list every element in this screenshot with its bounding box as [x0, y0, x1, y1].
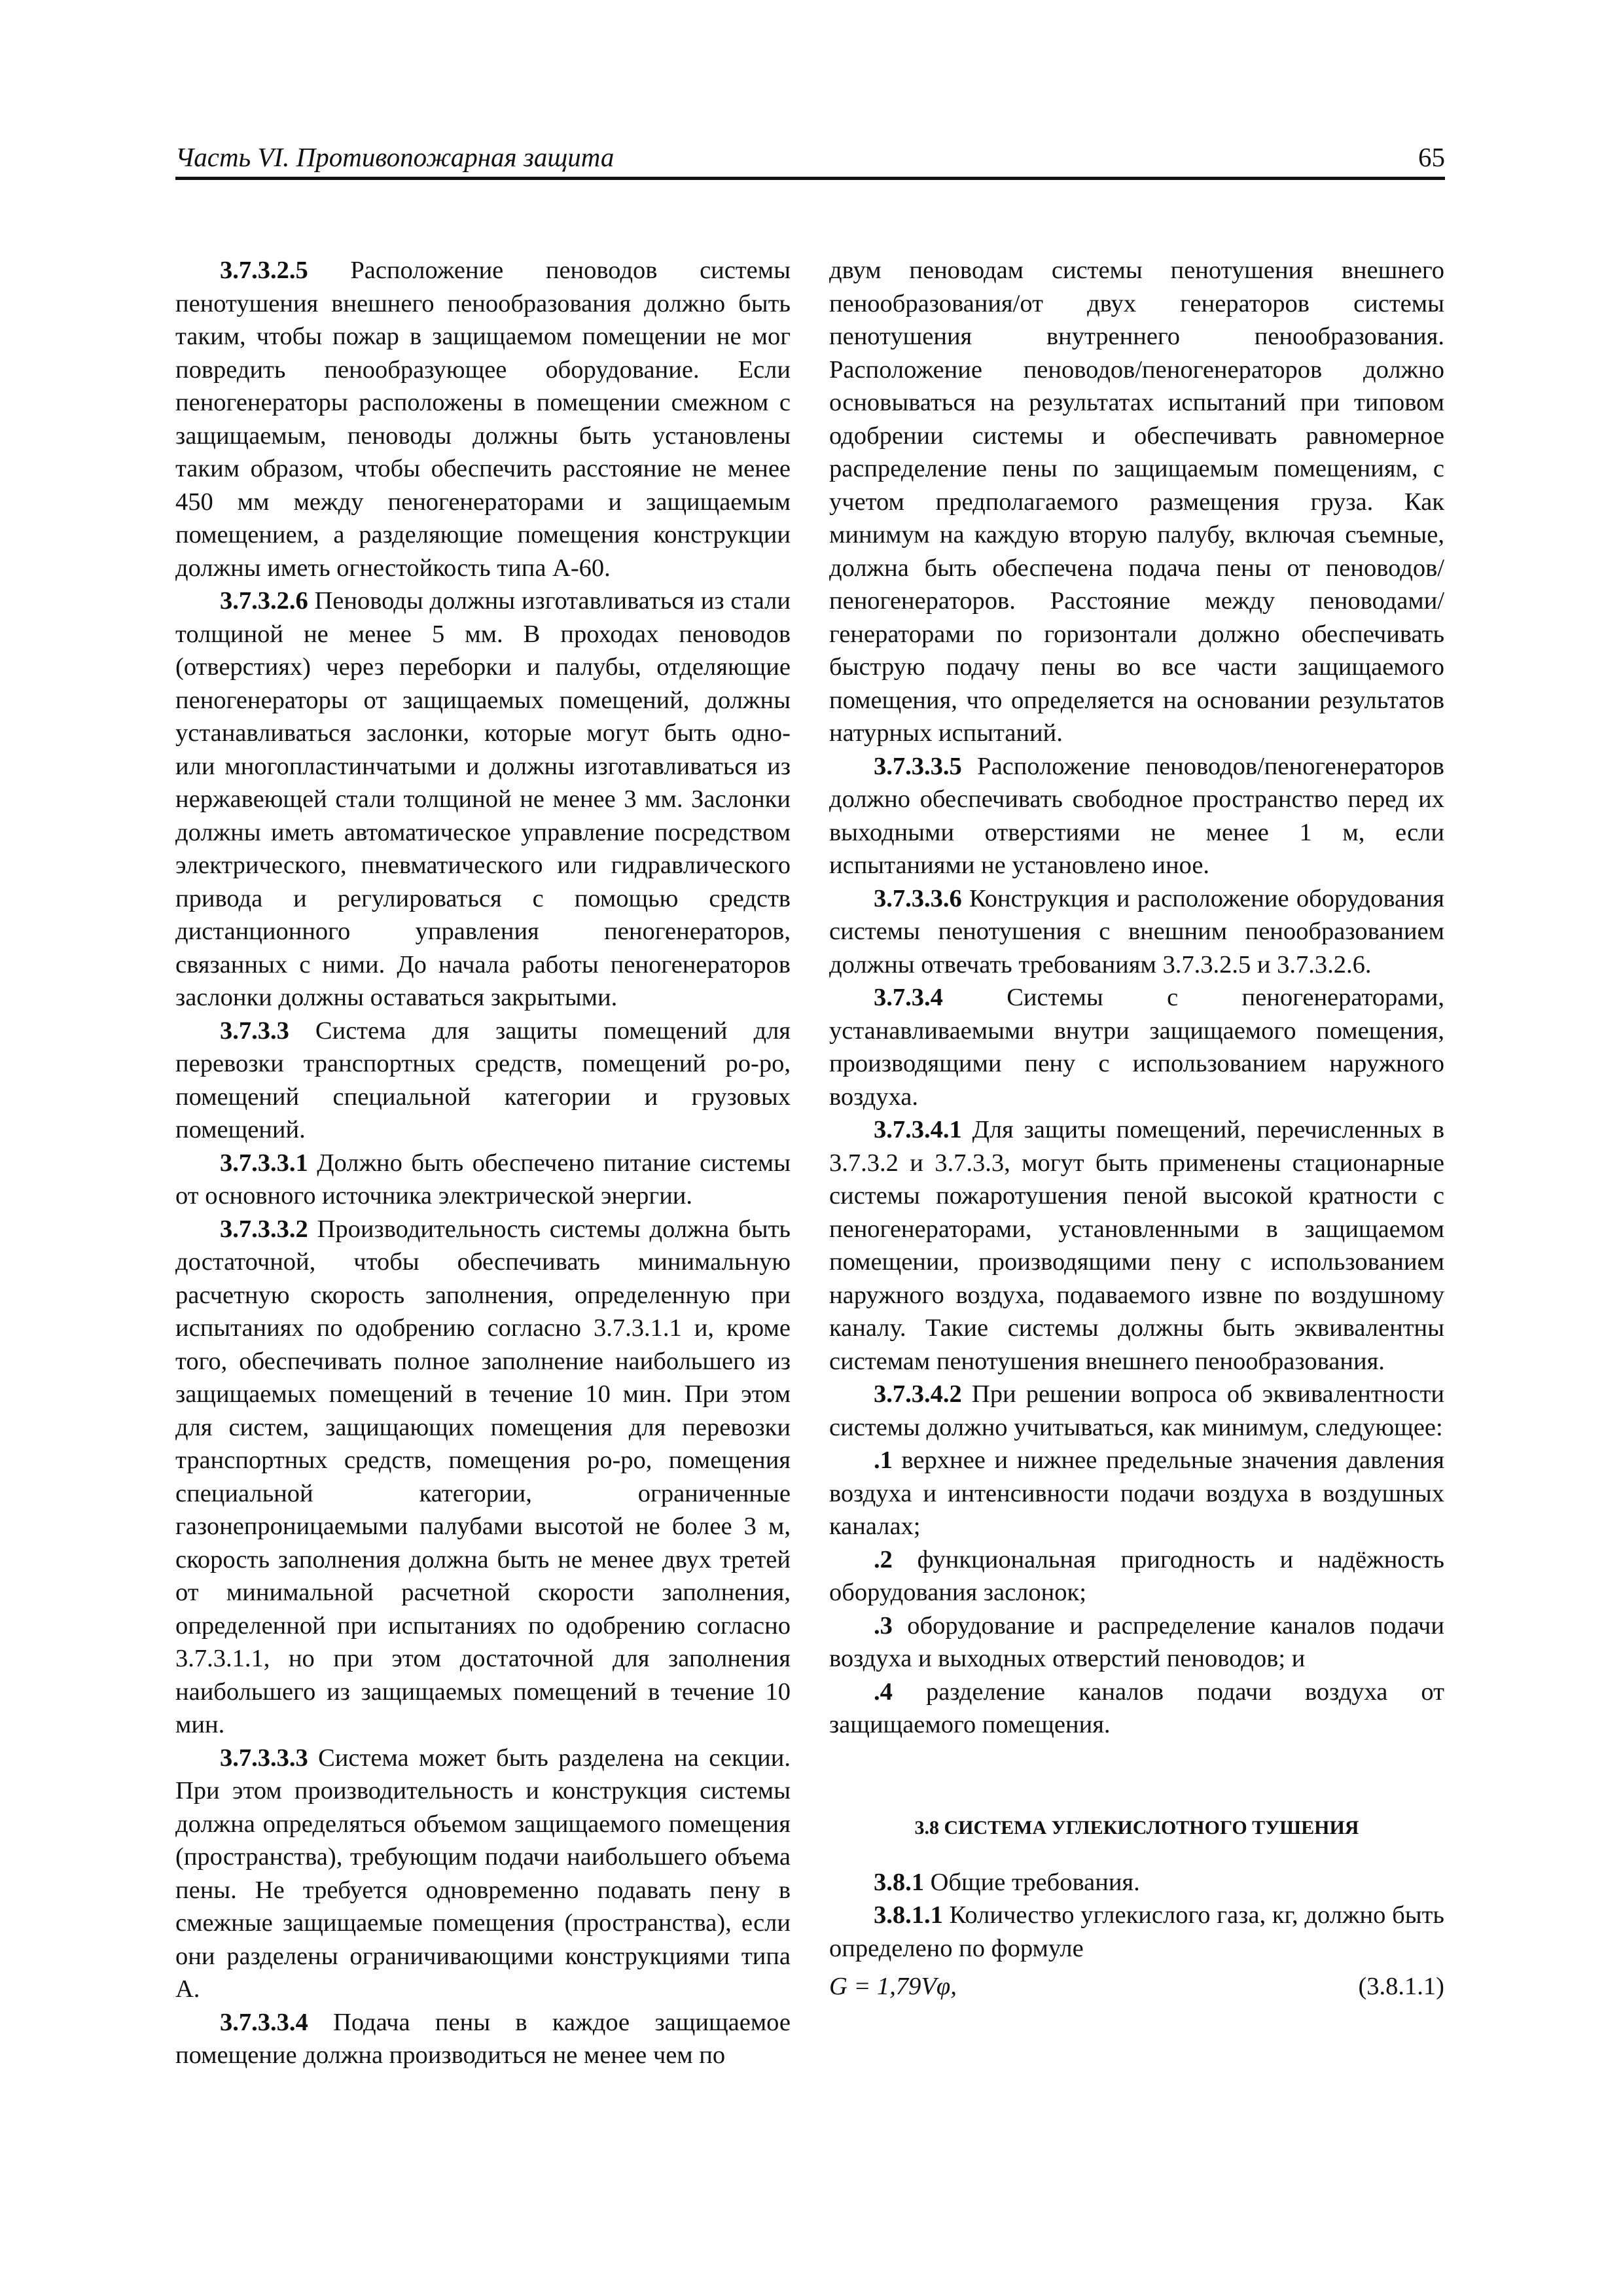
clause-number: 3.8.1 [874, 1868, 924, 1896]
paragraph-3-8-1 [829, 1866, 1444, 1899]
paragraph-3-7-3-3-1 [175, 1147, 791, 1213]
header-title: Часть VI. Противопожарная защита [175, 142, 615, 172]
list-item [829, 1543, 1444, 1609]
paragraph-text: Производительность системы должна быть достаточной, чтобы обеспечивать минимальную расчетную скорость заполнения, определенную при испытаниях по одобрению согласно 3.7.3.1.1 и, кроме того, обеспечивать полное заполнение наибольшего из защищаемых помещений в течение 10 мин. При этом для систем, защищающих помещения для перевозки транспортных средств, помещения ро-ро, помещения специальной категории, ограниченные газонепроницаемыми палубами высотой не более 3 м, скорость заполнения должна быть не менее двух третей от минимальной расчетной скорости заполнения, определенной при испытаниях по одобрению согласно 3.7.3.1.1, но при этом достаточной для заполнения наибольшего из защищаемых помещений в течение 10 мин. [175, 1215, 791, 1738]
page-number: 65 [1418, 142, 1445, 172]
paragraph-text: Общие требования. [924, 1868, 1140, 1896]
paragraph-3-7-3-3-2 [175, 1213, 791, 1742]
paragraph-text: При решении вопроса об эквивалентности системы должно учитываться, как минимум, следующее: [829, 1380, 1444, 1441]
list-item [829, 1609, 1444, 1676]
paragraph-text: Расположение пеноводов системы пенотушения внешнего пенообразования должно быть таким, чтобы пожар в защищаемом помещении не мог повредить пенообразующее оборудование. Если пеногенераторы расположены в помещении смежном с защищаемым, пеноводы должны быть установлены таким образом, чтобы обеспечить расстояние не менее 450 мм между пеногенераторами и защищаемым помещением, а разделяющие помещения конструкции должны иметь огнестойкость типа А-60. [175, 257, 791, 582]
paragraph-text: Система может быть разделена на секции. При этом производительность и конструкция системы должна определяться объемом защищаемого помещения (пространства), требующим подачи наибольшего объема пены. Не требуется одновременно подавать пену в смежные защищаемые помещения (пространства), если они разделены ограничивающими конструкциями типа А. [175, 1744, 791, 2003]
paragraph-3-7-3-2-6 [175, 584, 791, 1014]
paragraph-3-8-1-1 [829, 1899, 1444, 1965]
paragraph-3-7-3-4-1 [829, 1113, 1444, 1378]
clause-number: 3.7.3.4 [874, 984, 943, 1011]
paragraph-continuation [829, 254, 1444, 750]
list-item-text: разделение каналов подачи воздуха от защищаемого помещения. [829, 1677, 1444, 1738]
paragraph-3-7-3-3-4 [175, 2006, 791, 2072]
paragraph-text: Пеноводы должны изготавливаться из стали толщиной не менее 5 мм. В проходах пеноводов (отверстиях) через переборки и палубы, отделяющие пеногенераторы от защищаемых помещений, должны устанавливаться заслонки, которые могут быть одно- или многопластинчатыми и должны изготавливаться из нержавеющей стали толщиной не менее 3 мм. Заслонки должны иметь автоматическое управление посредством электрического, пневматического или гидравлического привода и регулироваться с помощью средств дистанционного управления пеногенераторов, связанных с ними. До начала работы пеногенераторов заслонки должны оставаться закрытыми. [175, 587, 791, 1011]
clause-number: 3.7.3.3.1 [220, 1149, 308, 1177]
paragraph-text: Подача пены в каждое защищаемое помещение должна производиться не менее чем по [175, 2008, 791, 2069]
paragraph-3-7-3-4 [829, 981, 1444, 1113]
clause-number: 3.7.3.4.1 [874, 1116, 962, 1143]
right-column [829, 254, 1444, 2003]
list-item-text: верхнее и нижнее предельные значения давления воздуха и интенсивности подачи воздуха в воздушных каналах; [829, 1446, 1444, 1540]
left-column [175, 254, 791, 2072]
paragraph-3-7-3-3-3 [175, 1742, 791, 2006]
clause-number: 3.7.3.3.3 [220, 1744, 308, 1772]
paragraph-text: Должно быть обеспечено питание системы от основного источника электрической энергии. [175, 1149, 791, 1210]
list-item [829, 1676, 1444, 1742]
paragraph-text: Расположение пеноводов/пеногенераторов должно обеспечивать свободное пространство перед их выходными отверстиями не менее 1 м, если испытаниями не установлено иное. [829, 752, 1444, 879]
clause-number: 3.7.3.3.6 [874, 884, 962, 912]
list-item-number: .1 [874, 1446, 893, 1474]
paragraph-3-7-3-3-5 [829, 750, 1444, 882]
clause-number: 3.7.3.3.2 [220, 1215, 308, 1243]
paragraph-3-7-3-2-5 [175, 254, 791, 584]
clause-number: 3.7.3.4.2 [874, 1380, 962, 1408]
clause-number: 3.7.3.3.4 [220, 2008, 308, 2036]
clause-number: 3.8.1.1 [874, 1901, 943, 1929]
clause-number: 3.7.3.2.6 [220, 587, 308, 615]
formula-label: (3.8.1.1) [1358, 1973, 1444, 2000]
paragraph-text: Конструкция и расположение оборудования системы пенотушения с внешним пенообразованием должны отвечать требованиям 3.7.3.2.5 и 3.7.3.2.6. [829, 884, 1444, 978]
formula-expression: G = 1,79Vφ, [829, 1973, 957, 2000]
clause-number: 3.7.3.2.5 [220, 257, 308, 284]
list-item-number: .3 [874, 1611, 893, 1640]
paragraph-text: Количество углекислого газа, кг, должно быть определено по формуле [829, 1901, 1444, 1962]
running-header [175, 143, 1445, 180]
paragraph-text: Для защиты помещений, перечисленных в 3.7.3.2 и 3.7.3.3, могут быть применены стационарные системы пожаротушения пеной высокой кратности с пеногенераторами, установленными в защищаемом помещении, производящими пену с использованием наружного воздуха, подаваемого извне по воздушному каналу. Такие системы должны быть эквивалентны системам пенотушения внешнего пенообразования. [829, 1116, 1444, 1375]
list-item [829, 1444, 1444, 1543]
list-item-number: .4 [874, 1677, 893, 1706]
paragraph-3-7-3-4-2 [829, 1378, 1444, 1444]
clause-number: 3.7.3.3.5 [874, 752, 962, 780]
list-item-number: .2 [874, 1545, 893, 1573]
list-item-text: оборудование и распределение каналов подачи воздуха и выходных отверстий пеноводов; и [829, 1611, 1444, 1672]
paragraph-text: двум пеноводам системы пенотушения внешнего пенообразования/от двух генераторов системы пенотушения внутреннего пенообразования. Расположение пеноводов/пеногенераторов должно основываться на результатах испытаний при типовом одобрении системы и обеспечивать равномерное распределение пены по защищаемым помещениям, с учетом предполагаемого размещения груза. Как минимум на каждую вторую палубу, включая съемные, должна быть обеспечена подача пены от пеноводов/пеногенераторов. Расстояние между пеноводами/генераторами по горизонтали должно обеспечивать быструю подачу пены во все части защищаемого помещения, что определяется на основании результатов натурных испытаний. [829, 257, 1444, 747]
paragraph-text: Система для защиты помещений для перевозки транспортных средств, помещений ро-ро, помещений специальной категории и грузовых помещений. [175, 1016, 791, 1143]
clause-number: 3.7.3.3 [220, 1016, 289, 1045]
paragraph-text: Системы с пеногенераторами, устанавливаемыми внутри защищаемого помещения, производящими пену с использованием наружного воздуха. [829, 984, 1444, 1111]
formula [829, 1970, 1444, 2003]
paragraph-3-7-3-3-6 [829, 882, 1444, 982]
paragraph-3-7-3-3 [175, 1014, 791, 1147]
section-heading: 3.8 СИСТЕМА УГЛЕКИСЛОТНОГО ТУШЕНИЯ [914, 1816, 1359, 1839]
list-item-text: функциональная пригодность и надёжность оборудования заслонок; [829, 1545, 1444, 1606]
